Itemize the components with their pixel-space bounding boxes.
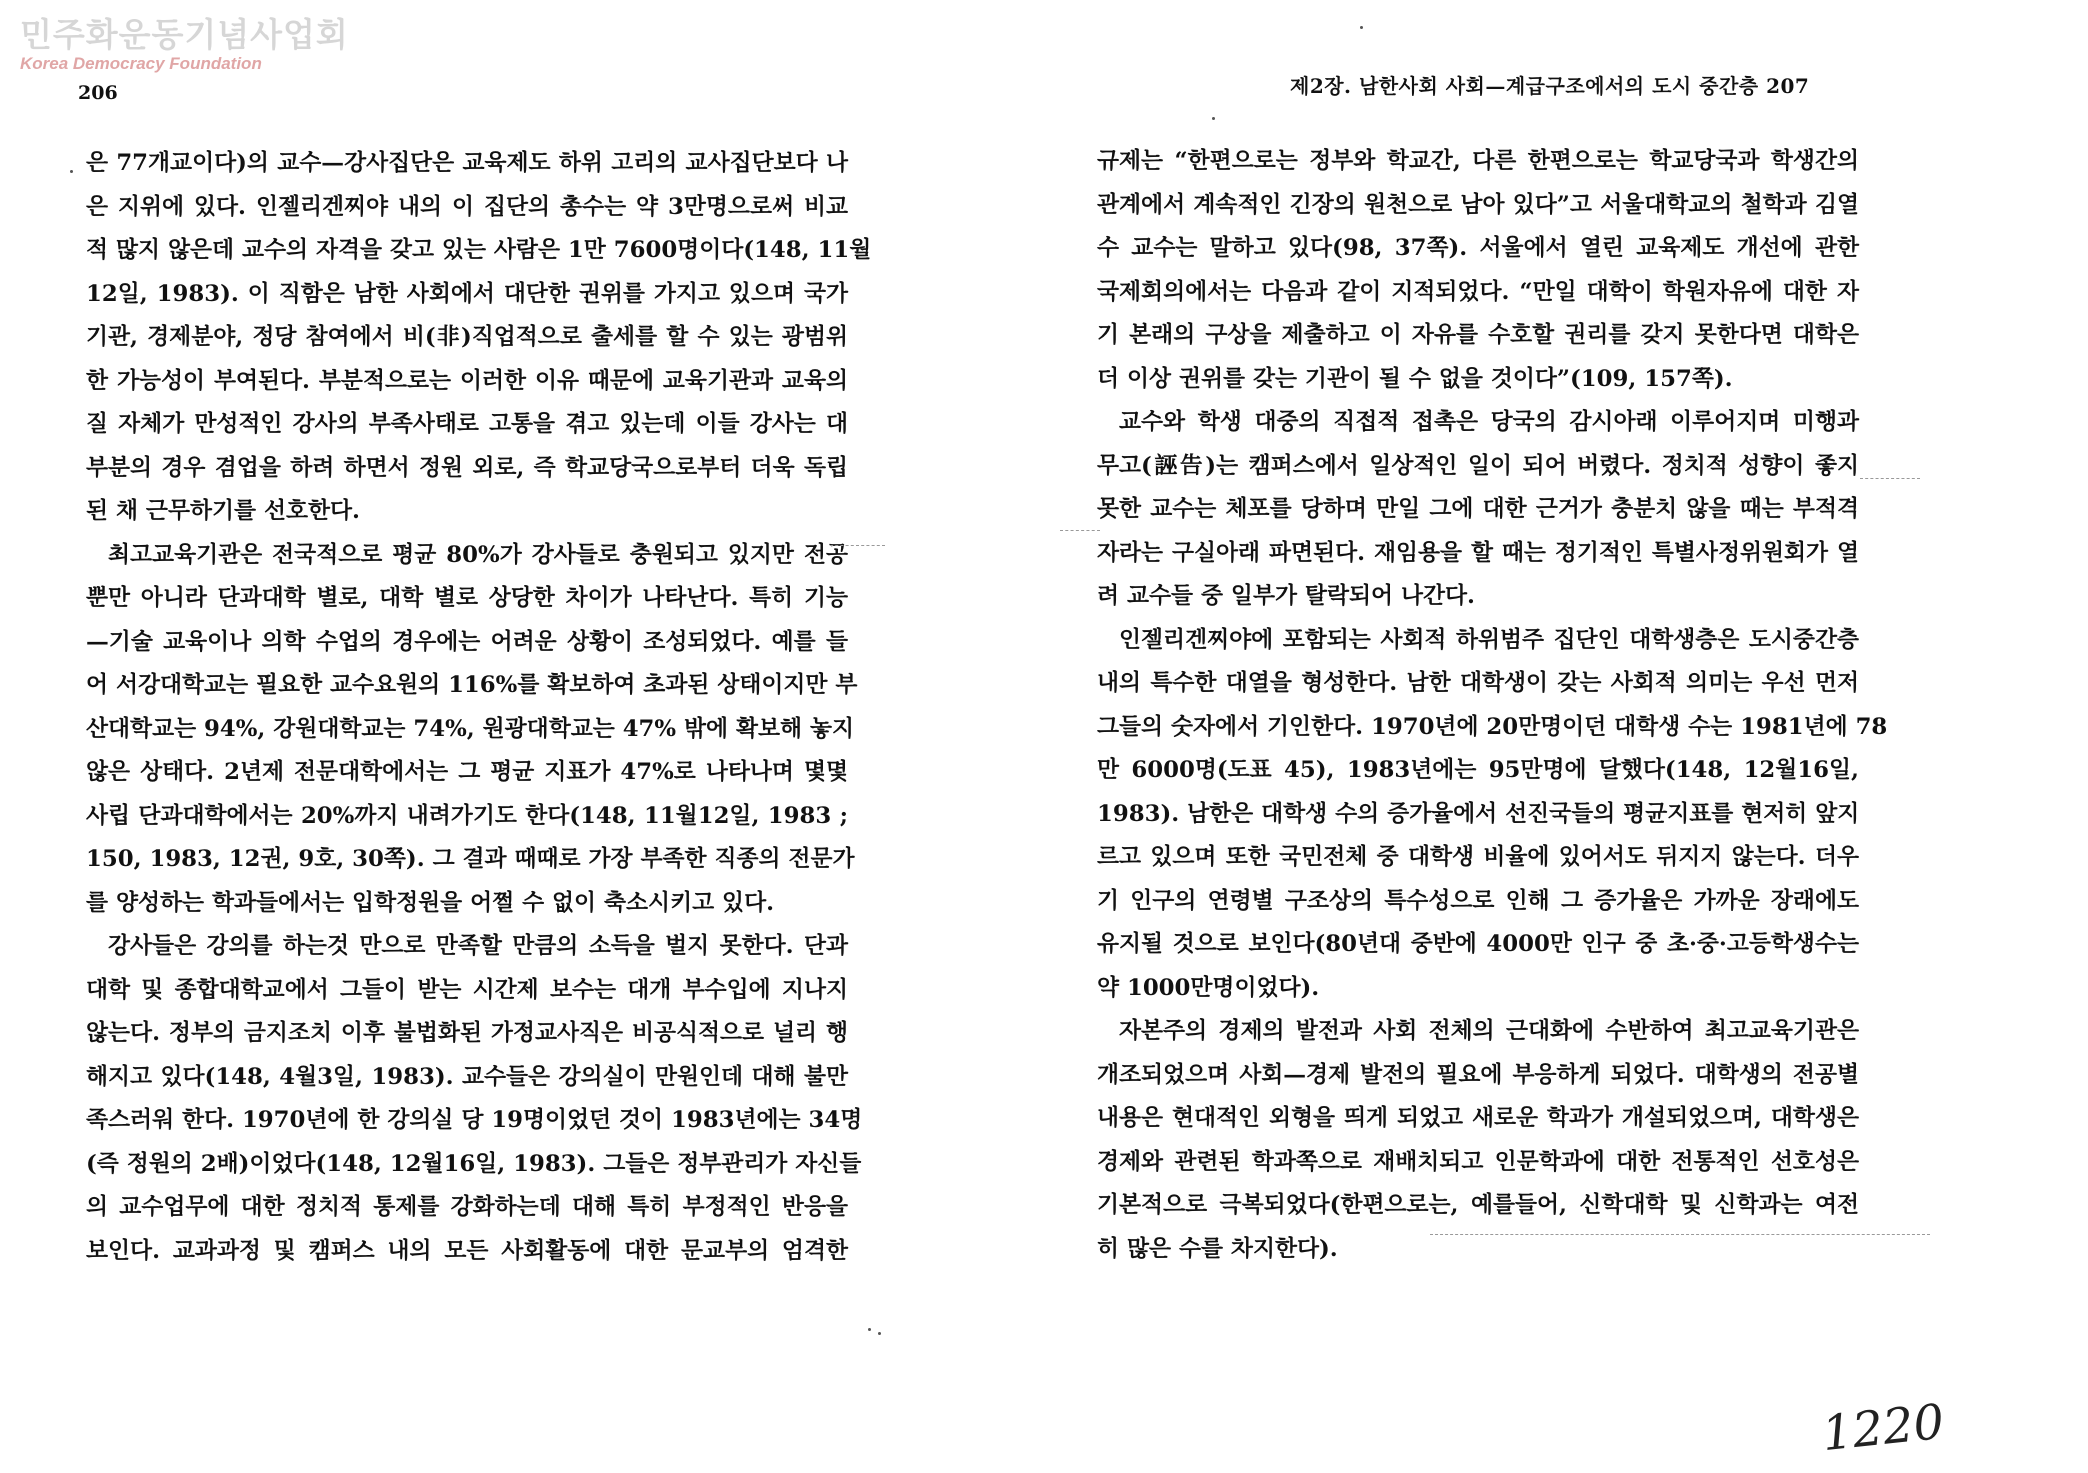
text-line: 어 서강대학교는 필요한 교수요원의 116%를 확보하여 초과된 상태이지만 부 <box>86 672 858 698</box>
right-page-body <box>1097 140 1888 1271</box>
watermark-english: Korea Democracy Foundation <box>20 54 262 73</box>
scan-artifact-speck <box>1212 117 1215 120</box>
left-page-number: 206 <box>78 82 118 104</box>
text-line: 뿐만 아니라 단과대학 별로, 대학 별로 상당한 차이가 나타난다. 특히 기능 <box>86 585 848 611</box>
watermark-korean: 민주화운동기념사업회 <box>20 15 349 54</box>
text-line: 히 많은 수를 차지한다). <box>1097 1235 1338 1262</box>
text-line: 기 인구의 연령별 구조상의 특수성으로 인해 그 증가율은 가까운 장래에도 <box>1097 887 1859 914</box>
text-line: 강사들은 강의를 하는것 만으로 만족할 만큼의 소득을 벌지 못한다. 단과 <box>108 933 848 959</box>
text-line: 무고(誣告)는 캠퍼스에서 일상적인 일이 되어 버렸다. 정치적 성향이 좋지 <box>1097 452 1859 479</box>
scan-artifact-dash <box>1060 530 1100 531</box>
left-page-body <box>86 142 872 1273</box>
text-line: 경제와 관련된 학과쪽으로 재배치되고 인문학과에 대한 전통적인 선호성은 <box>1097 1148 1859 1175</box>
text-line: 국제회의에서는 다음과 같이 지적되었다. “만일 대학이 학원자유에 대한 자 <box>1097 278 1859 305</box>
scan-artifact-dash <box>830 545 885 546</box>
text-line: 부분의 경우 겸업을 하려 하면서 정원 외로, 즉 학교당국으로부터 더욱 독립 <box>86 454 848 481</box>
text-line: 적 많지 않은데 교수의 자격을 갖고 있는 사람은 1만 7600명이다(148, 11월 <box>86 237 872 263</box>
text-line: 최고교육기관은 전국적으로 평균 80%가 강사들로 충원되고 있지만 전공 <box>108 541 848 568</box>
text-line: 1983). 남한은 대학생 수의 증가율에서 선진국들의 평균지표를 현저히 앞지 <box>1097 800 1860 827</box>
text-line: 자라는 구실아래 파면된다. 재임용을 할 때는 정기적인 특별사정위원회가 열 <box>1097 539 1859 566</box>
scan-artifact-speck <box>1360 26 1363 29</box>
text-line: 려 교수들 중 일부가 탈락되어 나간다. <box>1097 583 1475 609</box>
text-line: 못한 교수는 체포를 당하며 만일 그에 대한 근거가 충분치 않을 때는 부적격 <box>1097 496 1859 522</box>
text-line: 를 양성하는 학과들에서는 입학정원을 어쩔 수 없이 축소시키고 있다. <box>86 889 775 916</box>
text-line: 내의 특수한 대열을 형성한다. 남한 대학생이 갖는 사회적 의미는 우선 먼저 <box>1097 670 1859 696</box>
text-line: 내용은 현대적인 외형을 띄게 되었고 새로운 학과가 개설되었으며, 대학생은 <box>1097 1105 1859 1131</box>
text-line: 사립 단과대학에서는 20%까지 내려가기도 한다(148, 11월12일, 1983 ; <box>86 802 848 829</box>
foundation-watermark <box>20 16 349 74</box>
text-line: 만 6000명(도표 45), 1983년에는 95만명에 달했다(148, 12월16일, <box>1097 757 1859 783</box>
text-line: 그들의 숫자에서 기인한다. 1970년에 20만명이던 대학생 수는 1981년에 78 <box>1097 713 1888 740</box>
text-line: 12일, 1983). 이 직함은 남한 사회에서 대단한 권위를 가지고 있으며 국가 <box>86 280 848 307</box>
text-line: —기술 교육이나 의학 수업의 경우에는 어려운 상황이 조성되었다. 예를 들 <box>86 628 848 655</box>
text-line: 보인다. 교과과정 및 캠퍼스 내의 모든 사회활동에 대한 문교부의 엄격한 <box>86 1237 848 1264</box>
scan-artifact-dash <box>1860 478 1920 479</box>
text-line: 질 자체가 만성적인 강사의 부족사태로 고통을 겪고 있는데 이들 강사는 대 <box>86 411 848 437</box>
text-line: 된 채 근무하기를 선호한다. <box>86 498 360 524</box>
text-line: 은 77개교이다)의 교수—강사집단은 교육제도 하위 고리의 교사집단보다 나 <box>86 150 848 176</box>
text-line: 않은 상태다. 2년제 전문대학에서는 그 평균 지표가 47%로 나타나며 몇몇 <box>86 759 848 785</box>
text-line: 인젤리겐찌야에 포함되는 사회적 하위범주 집단인 대학생층은 도시중간층 <box>1119 626 1859 653</box>
text-line: 관계에서 계속적인 긴장의 원천으로 남아 있다”고 서울대학교의 철학과 김열 <box>1097 191 1859 218</box>
text-line: 개조되었으며 사회—경제 발전의 필요에 부응하게 되었다. 대학생의 전공별 <box>1097 1061 1859 1088</box>
text-line: 자본주의 경제의 발전과 사회 전체의 근대화에 수반하여 최고교육기관은 <box>1119 1018 1859 1044</box>
text-line: 않는다. 정부의 금지조치 이후 불법화된 가정교사직은 비공식적으로 널리 행 <box>86 1020 848 1046</box>
text-line: (즉 정원의 2배)이었다(148, 12월16일, 1983). 그들은 정부관리가 자신들 <box>86 1150 862 1177</box>
scan-artifact-speck <box>70 170 73 173</box>
text-line: 산대학교는 94%, 강원대학교는 74%, 원광대학교는 47% 밖에 확보해 놓지 <box>86 715 855 742</box>
text-line: 해지고 있다(148, 4월3일, 1983). 교수들은 강의실이 만원인데 대해 불만 <box>86 1063 848 1090</box>
text-line: 한 가능성이 부여된다. 부분적으로는 이러한 이유 때문에 교육기관과 교육의 <box>86 367 848 394</box>
text-line: 대학 및 종합대학교에서 그들이 받는 시간제 보수는 대개 부수입에 지나지 <box>86 976 848 1003</box>
text-line: 기본적으로 극복되었다(한편으로는, 예를들어, 신학대학 및 신학과는 여전 <box>1097 1192 1859 1218</box>
scan-artifact-dash <box>1430 1234 1930 1235</box>
text-line: 기관, 경제분야, 정당 참여에서 비(非)직업적으로 출세를 할 수 있는 광범위 <box>86 324 848 350</box>
text-line: 약 1000만명이었다). <box>1097 974 1320 1001</box>
text-line: 유지될 것으로 보인다(80년대 중반에 4000만 인구 중 초·중·고등학생수는 <box>1097 931 1859 957</box>
text-line: 규제는 “한편으로는 정부와 학교간, 다른 한편으로는 학교당국과 학생간의 <box>1097 148 1859 174</box>
right-page-header: 제2장. 남한사회 사회—계급구조에서의 도시 중간층 207 <box>1290 74 1810 98</box>
text-line: 의 교수업무에 대한 정치적 통제를 강화하는데 대해 특히 부정적인 반응을 <box>86 1194 848 1220</box>
text-line: 수 교수는 말하고 있다(98, 37쪽). 서울에서 열린 교육제도 개선에 관한 <box>1097 235 1859 261</box>
scan-artifact-speck <box>878 1332 881 1335</box>
text-line: 기 본래의 구상을 제출하고 이 자유를 수호할 권리를 갖지 못한다면 대학은 <box>1097 322 1859 348</box>
text-line: 150, 1983, 12권, 9호, 30쪽). 그 결과 때때로 가장 부족한 직종의 전문가 <box>86 846 855 872</box>
scan-artifact-speck <box>868 1328 871 1331</box>
text-line: 교수와 학생 대중의 직접적 접촉은 당국의 감시아래 이루어지며 미행과 <box>1119 409 1859 435</box>
handwritten-page-mark: 1220 <box>1819 1393 1947 1463</box>
text-line: 족스러워 한다. 1970년에 한 강의실 당 19명이었던 것이 1983년에는 34명 <box>86 1107 863 1133</box>
text-line: 르고 있으며 또한 국민전체 중 대학생 비율에 있어서도 뒤지지 않는다. 더우 <box>1097 844 1859 870</box>
text-line: 더 이상 권위를 갖는 기관이 될 수 없을 것이다”(109, 157쪽). <box>1097 365 1733 392</box>
text-line: 은 지위에 있다. 인젤리겐찌야 내의 이 집단의 총수는 약 3만명으로써 비교 <box>86 193 848 220</box>
